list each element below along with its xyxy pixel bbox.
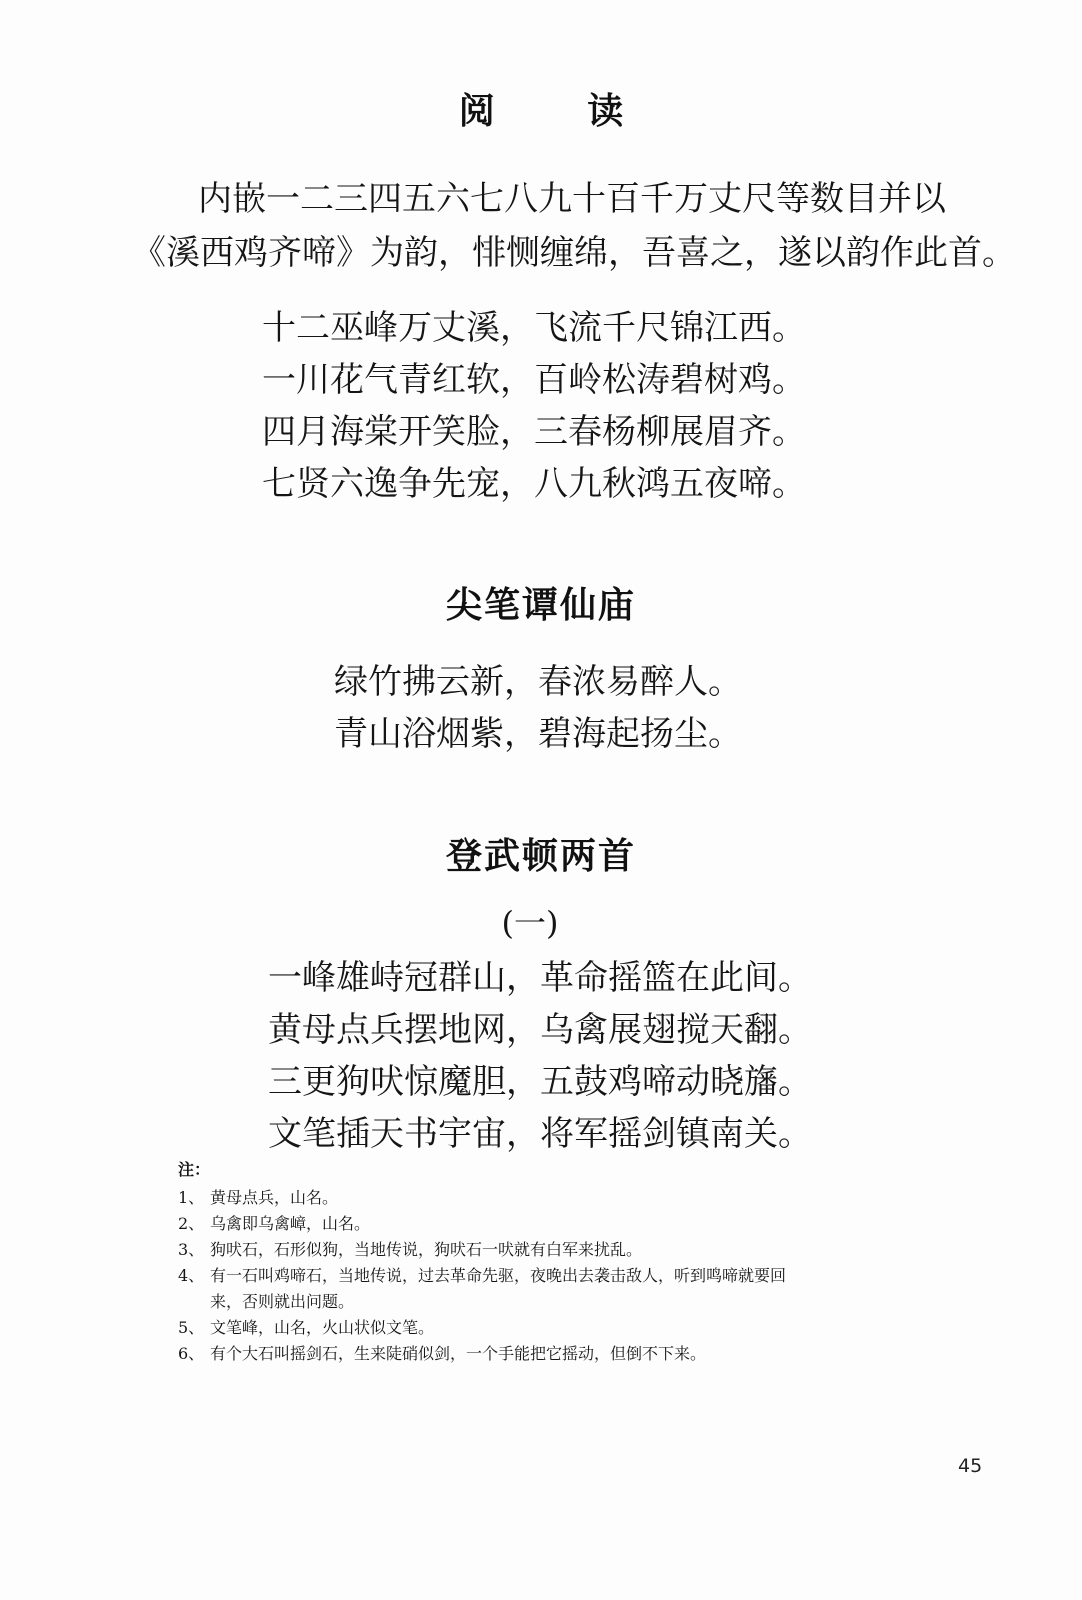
page-number: 45 <box>958 1455 983 1477</box>
poem-line: 一峰雄峙冠群山，革命摇篮在此间。 <box>268 958 812 998</box>
poem-subtitle: (一) <box>501 904 559 942</box>
poem-line: 四月海棠开笑脸，三春杨柳展眉齐。 <box>262 412 806 452</box>
intro-line: 内嵌一二三四五六七八九十百千万丈尺等数目并以 <box>198 179 946 219</box>
poem-wudun <box>268 952 812 1160</box>
note-item <box>178 1237 938 1263</box>
intro-paragraph <box>132 172 1016 280</box>
note-text: 有个大石叫摇剑石，生来陡硝似剑，一个手能把它摇动，但倒不下来。 <box>210 1344 707 1363</box>
poem-line: 文笔插天书宇宙，将军摇剑镇南关。 <box>268 1114 812 1154</box>
poem-line: 十二巫峰万丈溪，飞流千尺锦江西。 <box>262 308 806 348</box>
note-item <box>178 1315 938 1341</box>
notes-title: 注： <box>178 1160 211 1179</box>
note-text: 有一石叫鸡啼石，当地传说，过去革命先驱，夜晚出去袭击敌人，听到鸣啼就要回 <box>210 1266 787 1285</box>
note-number: 5、 <box>178 1318 205 1337</box>
notes-section <box>178 1157 938 1367</box>
poem-line: 青山浴烟紫，碧海起扬尘。 <box>334 714 742 754</box>
poem-line: 黄母点兵摆地网，乌禽展翅搅天翻。 <box>268 1010 812 1050</box>
note-number: 1、 <box>178 1188 205 1207</box>
note-text: 黄母点兵，山名。 <box>210 1188 339 1207</box>
poem-reading <box>262 302 806 510</box>
poem-temple <box>334 656 742 760</box>
section-title-wudun: 登武顿两首 <box>445 836 636 877</box>
note-item <box>178 1341 938 1367</box>
note-number: 2、 <box>178 1214 205 1233</box>
note-text: 乌禽即乌禽嶂，山名。 <box>210 1214 371 1233</box>
note-text-continued: 来，否则就出问题。 <box>210 1292 355 1311</box>
section-title-reading: 阅 读 <box>458 91 664 132</box>
section-title-temple: 尖笔谭仙庙 <box>445 585 636 626</box>
poem-line: 绿竹拂云新，春浓易醉人。 <box>334 662 742 702</box>
poem-line: 七贤六逸争先宠，八九秋鸿五夜啼。 <box>262 464 806 504</box>
note-number: 6、 <box>178 1344 205 1363</box>
note-item <box>178 1211 938 1237</box>
intro-line: 《溪西鸡齐啼》为韵，悱恻缠绵，吾喜之，遂以韵作此首。 <box>132 233 1016 273</box>
note-number: 3、 <box>178 1240 205 1259</box>
poem-line: 三更狗吠惊魔胆，五鼓鸡啼动晓旛。 <box>268 1062 812 1102</box>
note-text: 狗吠石，石形似狗，当地传说，狗吠石一吠就有白军来扰乱。 <box>210 1240 643 1259</box>
note-number: 4、 <box>178 1266 205 1285</box>
note-text: 文笔峰，山名，火山状似文笔。 <box>210 1318 435 1337</box>
note-item <box>178 1185 938 1211</box>
poem-line: 一川花气青红软，百岭松涛碧树鸡。 <box>262 360 806 400</box>
note-item <box>178 1263 938 1315</box>
